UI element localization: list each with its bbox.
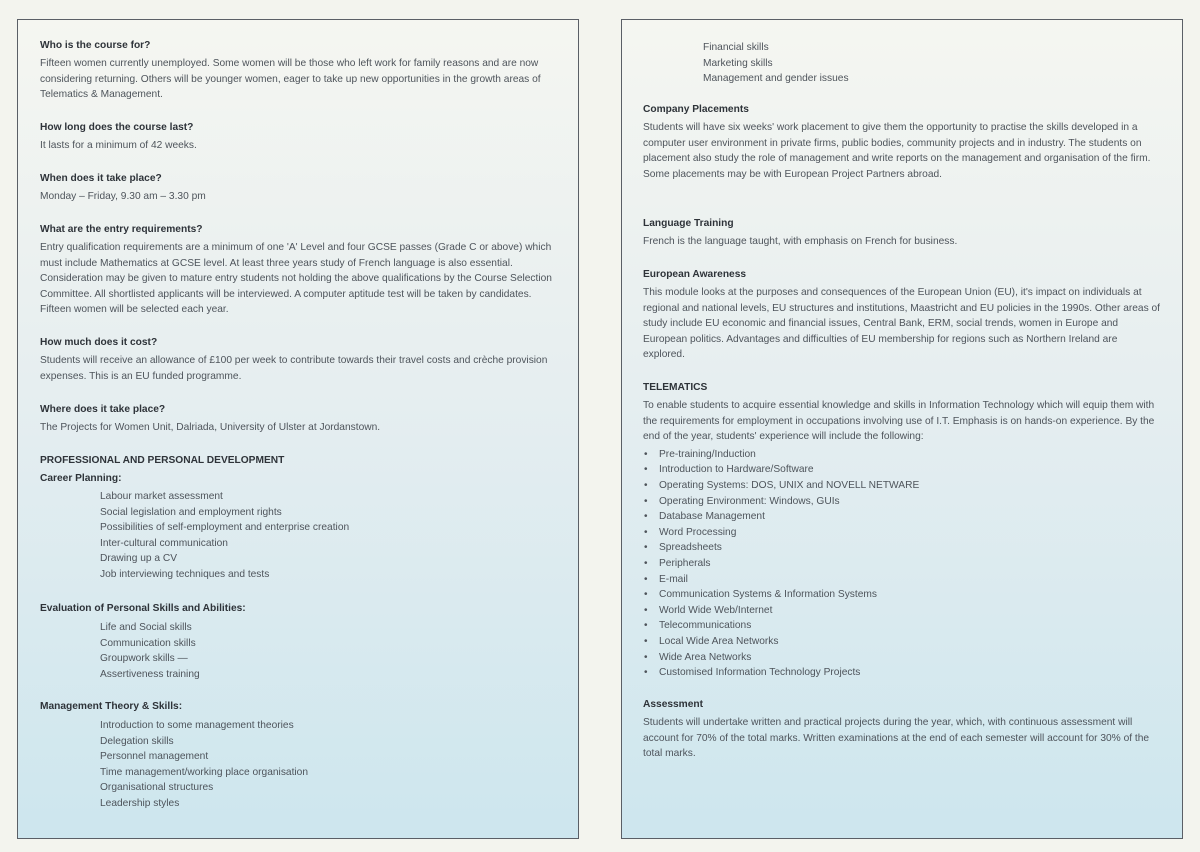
who-heading: Who is the course for? [40, 40, 151, 51]
continued-management-item: Management and gender issues [703, 73, 849, 85]
telematics-item: • Wide Area Networks [643, 650, 1162, 666]
evaluation-list [40, 620, 558, 682]
management-section [40, 700, 558, 812]
telematics-item: • Communication Systems & Information Systems [643, 587, 1162, 603]
evaluation-section [40, 602, 558, 682]
bullet-icon: • [644, 573, 648, 585]
placements-heading: Company Placements [643, 104, 749, 115]
telematics-item: • Spreadsheets [643, 540, 1162, 556]
bullet-icon: • [644, 495, 648, 507]
telematics-item: • Operating Environment: Windows, GUIs [643, 494, 1162, 510]
career-list [40, 489, 558, 583]
career-item: Possibilities of self-employment and enterprise creation [100, 522, 350, 534]
management-item: Time management/working place organisation [100, 766, 309, 778]
assessment-section [643, 698, 1162, 762]
bullet-icon: • [644, 479, 648, 491]
telematics-item: • Peripherals [643, 556, 1162, 572]
telematics-item: • Word Processing [643, 525, 1162, 541]
entry-body: Entry qualification requirements are a minimum of one 'A' Level and four GCSE passes (Grade C or above) which must include Mathematics at GCSE level. At least three years study of French language is also essential. Consideration may be given to mature entry students not holding the above qualifications by the Course Selection Committee. All shortlisted applicants will be interviewed. A computer aptitude test will be taken by candidates. Fifteen women will be selected each year. [40, 242, 552, 316]
management-item: Delegation skills [100, 735, 174, 747]
telematics-heading: TELEMATICS [643, 382, 708, 393]
language-body: French is the language taught, with emphasis on French for business. [643, 236, 958, 247]
career-item: Drawing up a CV [100, 553, 178, 565]
bullet-icon: • [644, 620, 648, 632]
cost-section [40, 336, 558, 384]
assessment-body: Students will undertake written and practical projects during the year, which, with continuous assessment will account for 70% of the total marks. Written examinations at the end of each semester will account for 30% of the total marks. [643, 717, 1150, 760]
telematics-item: • Introduction to Hardware/Software [643, 462, 1162, 478]
management-heading: Management Theory & Skills: [40, 701, 183, 712]
bullet-icon: • [644, 526, 648, 538]
when-heading: When does it take place? [40, 173, 162, 184]
continued-management-section [643, 40, 1162, 87]
management-list [40, 718, 558, 812]
telematics-item: • E-mail [643, 572, 1162, 588]
career-item: Labour market assessment [100, 491, 223, 502]
career-section [40, 472, 558, 583]
career-heading: Career Planning: [40, 473, 122, 484]
how-long-heading: How long does the course last? [40, 122, 194, 133]
bullet-icon: • [644, 651, 648, 663]
telematics-item: • Pre-training/Induction [643, 447, 1162, 463]
how-long-body: It lasts for a minimum of 42 weeks. [40, 140, 197, 151]
when-section [40, 172, 558, 205]
european-body: This module looks at the purposes and consequences of the European Union (EU), it's impact on individuals at regional and national levels, EU structures and institutions, Maastricht and EU policies in the 1990s. Other areas of study include EU economic and financial issues, Central Bank, ERM, social trends, women in Europe and European politics. Advantages and difficulties of EU membership for regions such as Northern Ireland are explored. [643, 287, 1161, 361]
right-page-panel [621, 19, 1183, 839]
how-long-section [40, 121, 558, 154]
where-body: The Projects for Women Unit, Dalriada, University of Ulster at Jordanstown. [40, 422, 381, 433]
continued-management-item: Marketing skills [703, 57, 773, 69]
telematics-item: • Local Wide Area Networks [643, 634, 1162, 650]
who-body: Fifteen women currently unemployed. Some women will be those who left work for family reasons and are now considering returning. Others will be younger women, eager to take up new opportunities in the growth areas of Telematics & Management. [40, 58, 541, 101]
evaluation-heading: Evaluation of Personal Skills and Abilities: [40, 603, 246, 614]
language-heading: Language Training [643, 218, 734, 229]
european-section [643, 268, 1162, 363]
entry-section [40, 223, 558, 318]
continued-management-list [643, 40, 1162, 87]
telematics-item: • Telecommunications [643, 618, 1162, 634]
ppd-heading: PROFESSIONAL AND PERSONAL DEVELOPMENT [40, 455, 285, 466]
where-heading: Where does it take place? [40, 404, 166, 415]
management-item: Leadership styles [100, 797, 180, 809]
evaluation-item: Communication skills [100, 637, 196, 649]
placements-body: Students will have six weeks' work placement to give them the opportunity to practise the skills developed in a computer user environment in private firms, public bodies, community projects and in industry. The students on placement also study the role of management and write reports on the management and organisation of the firm. Some placements may be with European Project Partners abroad. [643, 122, 1151, 180]
bullet-icon: • [644, 635, 648, 647]
telematics-item: • Customised Information Technology Projects [643, 665, 1162, 681]
who-section [40, 39, 558, 103]
evaluation-item: Life and Social skills [100, 622, 192, 633]
bullet-icon: • [644, 511, 648, 523]
telematics-body: To enable students to acquire essential knowledge and skills in Information Technology which will equip them with the requirements for employment in occupations involving use of I.T. Emphasis is on hands-on experience. By the end of the year, students' experience will include the following: [643, 400, 1155, 443]
bullet-icon: • [644, 448, 648, 460]
telematics-item: • World Wide Web/Internet [643, 603, 1162, 619]
where-section [40, 403, 558, 436]
language-section [643, 217, 1162, 250]
career-item: Job interviewing techniques and tests [100, 568, 270, 580]
bullet-icon: • [644, 557, 648, 569]
bullet-icon: • [644, 604, 648, 616]
bullet-icon: • [644, 667, 648, 679]
continued-management-item: Financial skills [703, 42, 769, 53]
ppd-section [40, 454, 558, 471]
bullet-icon: • [644, 464, 648, 476]
management-item: Introduction to some management theories [100, 720, 294, 731]
when-body: Monday – Friday, 9.30 am – 3.30 pm [40, 191, 206, 202]
placements-section [643, 103, 1162, 182]
career-item: Social legislation and employment rights [100, 506, 282, 518]
management-item: Personnel management [100, 751, 209, 763]
evaluation-item: Groupwork skills — [100, 653, 188, 665]
entry-heading: What are the entry requirements? [40, 224, 203, 235]
bullet-icon: • [644, 589, 648, 601]
career-item: Inter-cultural communication [100, 537, 228, 549]
cost-heading: How much does it cost? [40, 337, 158, 348]
cost-body: Students will receive an allowance of £100 per week to contribute towards their travel costs and crèche provision expenses. This is an EU funded programme. [40, 355, 548, 382]
european-heading: European Awareness [643, 269, 747, 280]
assessment-heading: Assessment [643, 699, 704, 710]
telematics-item: • Operating Systems: DOS, UNIX and NOVELL NETWARE [643, 478, 1162, 494]
telematics-item: • Database Management [643, 509, 1162, 525]
telematics-list [643, 447, 1162, 681]
telematics-section [643, 381, 1162, 681]
left-page-panel [17, 19, 579, 839]
evaluation-item: Assertiveness training [100, 668, 200, 680]
management-item: Organisational structures [100, 782, 214, 794]
bullet-icon: • [644, 542, 648, 554]
